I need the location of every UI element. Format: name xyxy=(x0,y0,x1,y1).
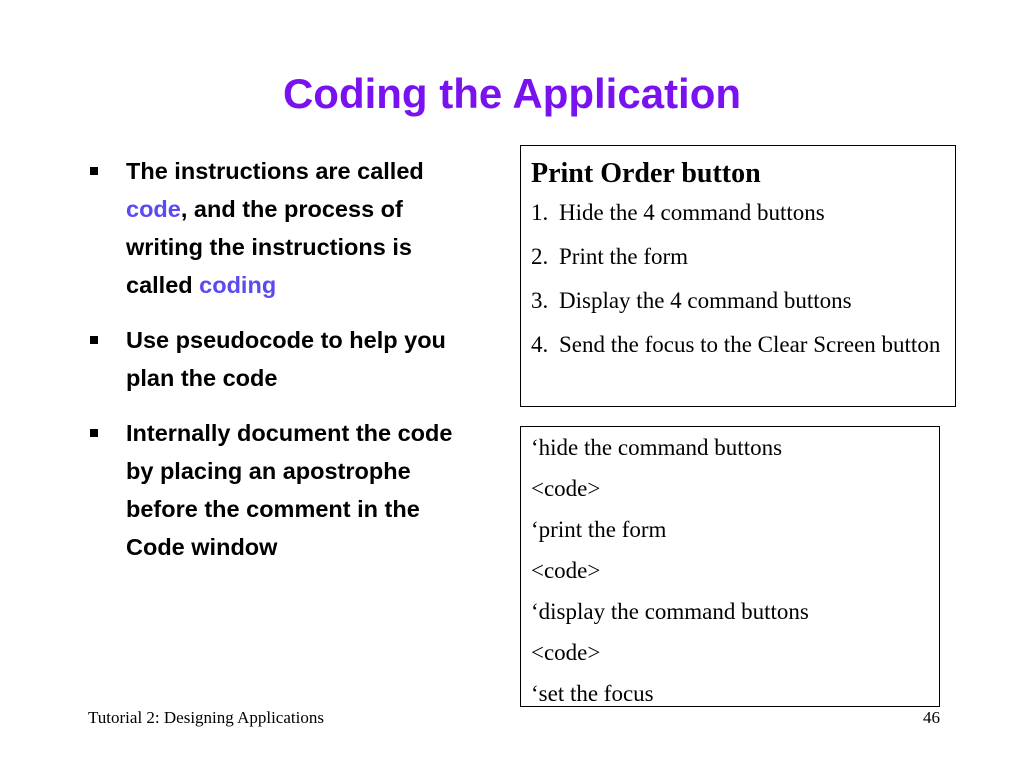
pseudocode-step xyxy=(531,240,945,273)
comment-line: ‘hide the command buttons xyxy=(531,435,783,460)
code-placeholder-line: <code> xyxy=(531,640,601,665)
code-placeholder-line: <code> xyxy=(531,558,601,583)
pseudocode-step xyxy=(531,328,945,361)
highlight-code: code xyxy=(126,196,181,222)
step-text: Send the focus to the Clear Screen button xyxy=(559,332,941,357)
square-bullet-icon xyxy=(90,429,98,437)
comment-line: ‘display the command buttons xyxy=(531,599,809,624)
footer-tutorial-label: Tutorial 2: Designing Applications xyxy=(88,708,324,727)
bullet-text: Use pseudocode to help you plan the code xyxy=(126,327,446,391)
comment-line: ‘print the form xyxy=(531,517,667,542)
step-number: 2. xyxy=(531,244,549,269)
slide-title: Coding the Application xyxy=(282,70,742,117)
bullet-text: , and the process of writing the instructions is called xyxy=(126,196,412,298)
step-number: 4. xyxy=(531,332,549,357)
comment-line: ‘set the focus xyxy=(531,681,654,706)
code-comments-box xyxy=(520,426,940,707)
pseudocode-box xyxy=(520,145,956,407)
bullet-text: The instructions are called xyxy=(126,158,424,184)
bullet-item-document xyxy=(90,414,468,566)
step-text: Print the form xyxy=(559,244,689,269)
bullet-item-code xyxy=(90,152,468,304)
pseudocode-step xyxy=(531,196,945,229)
bullet-text: Internally document the code by placing an apostrophe before the comment in the Code window xyxy=(126,420,453,560)
step-number: 3. xyxy=(531,288,549,313)
code-placeholder-line: <code> xyxy=(531,476,601,501)
bullet-item-pseudocode xyxy=(90,321,468,397)
square-bullet-icon xyxy=(90,336,98,344)
step-number: 1. xyxy=(531,200,549,225)
square-bullet-icon xyxy=(90,167,98,175)
page-number: 46 xyxy=(923,708,940,727)
bullet-list xyxy=(90,152,468,583)
step-text: Hide the 4 command buttons xyxy=(559,200,825,225)
step-text: Display the 4 command buttons xyxy=(559,288,852,313)
highlight-coding: coding xyxy=(199,272,277,298)
pseudocode-heading: Print Order button xyxy=(531,158,761,189)
pseudocode-step xyxy=(531,284,945,317)
